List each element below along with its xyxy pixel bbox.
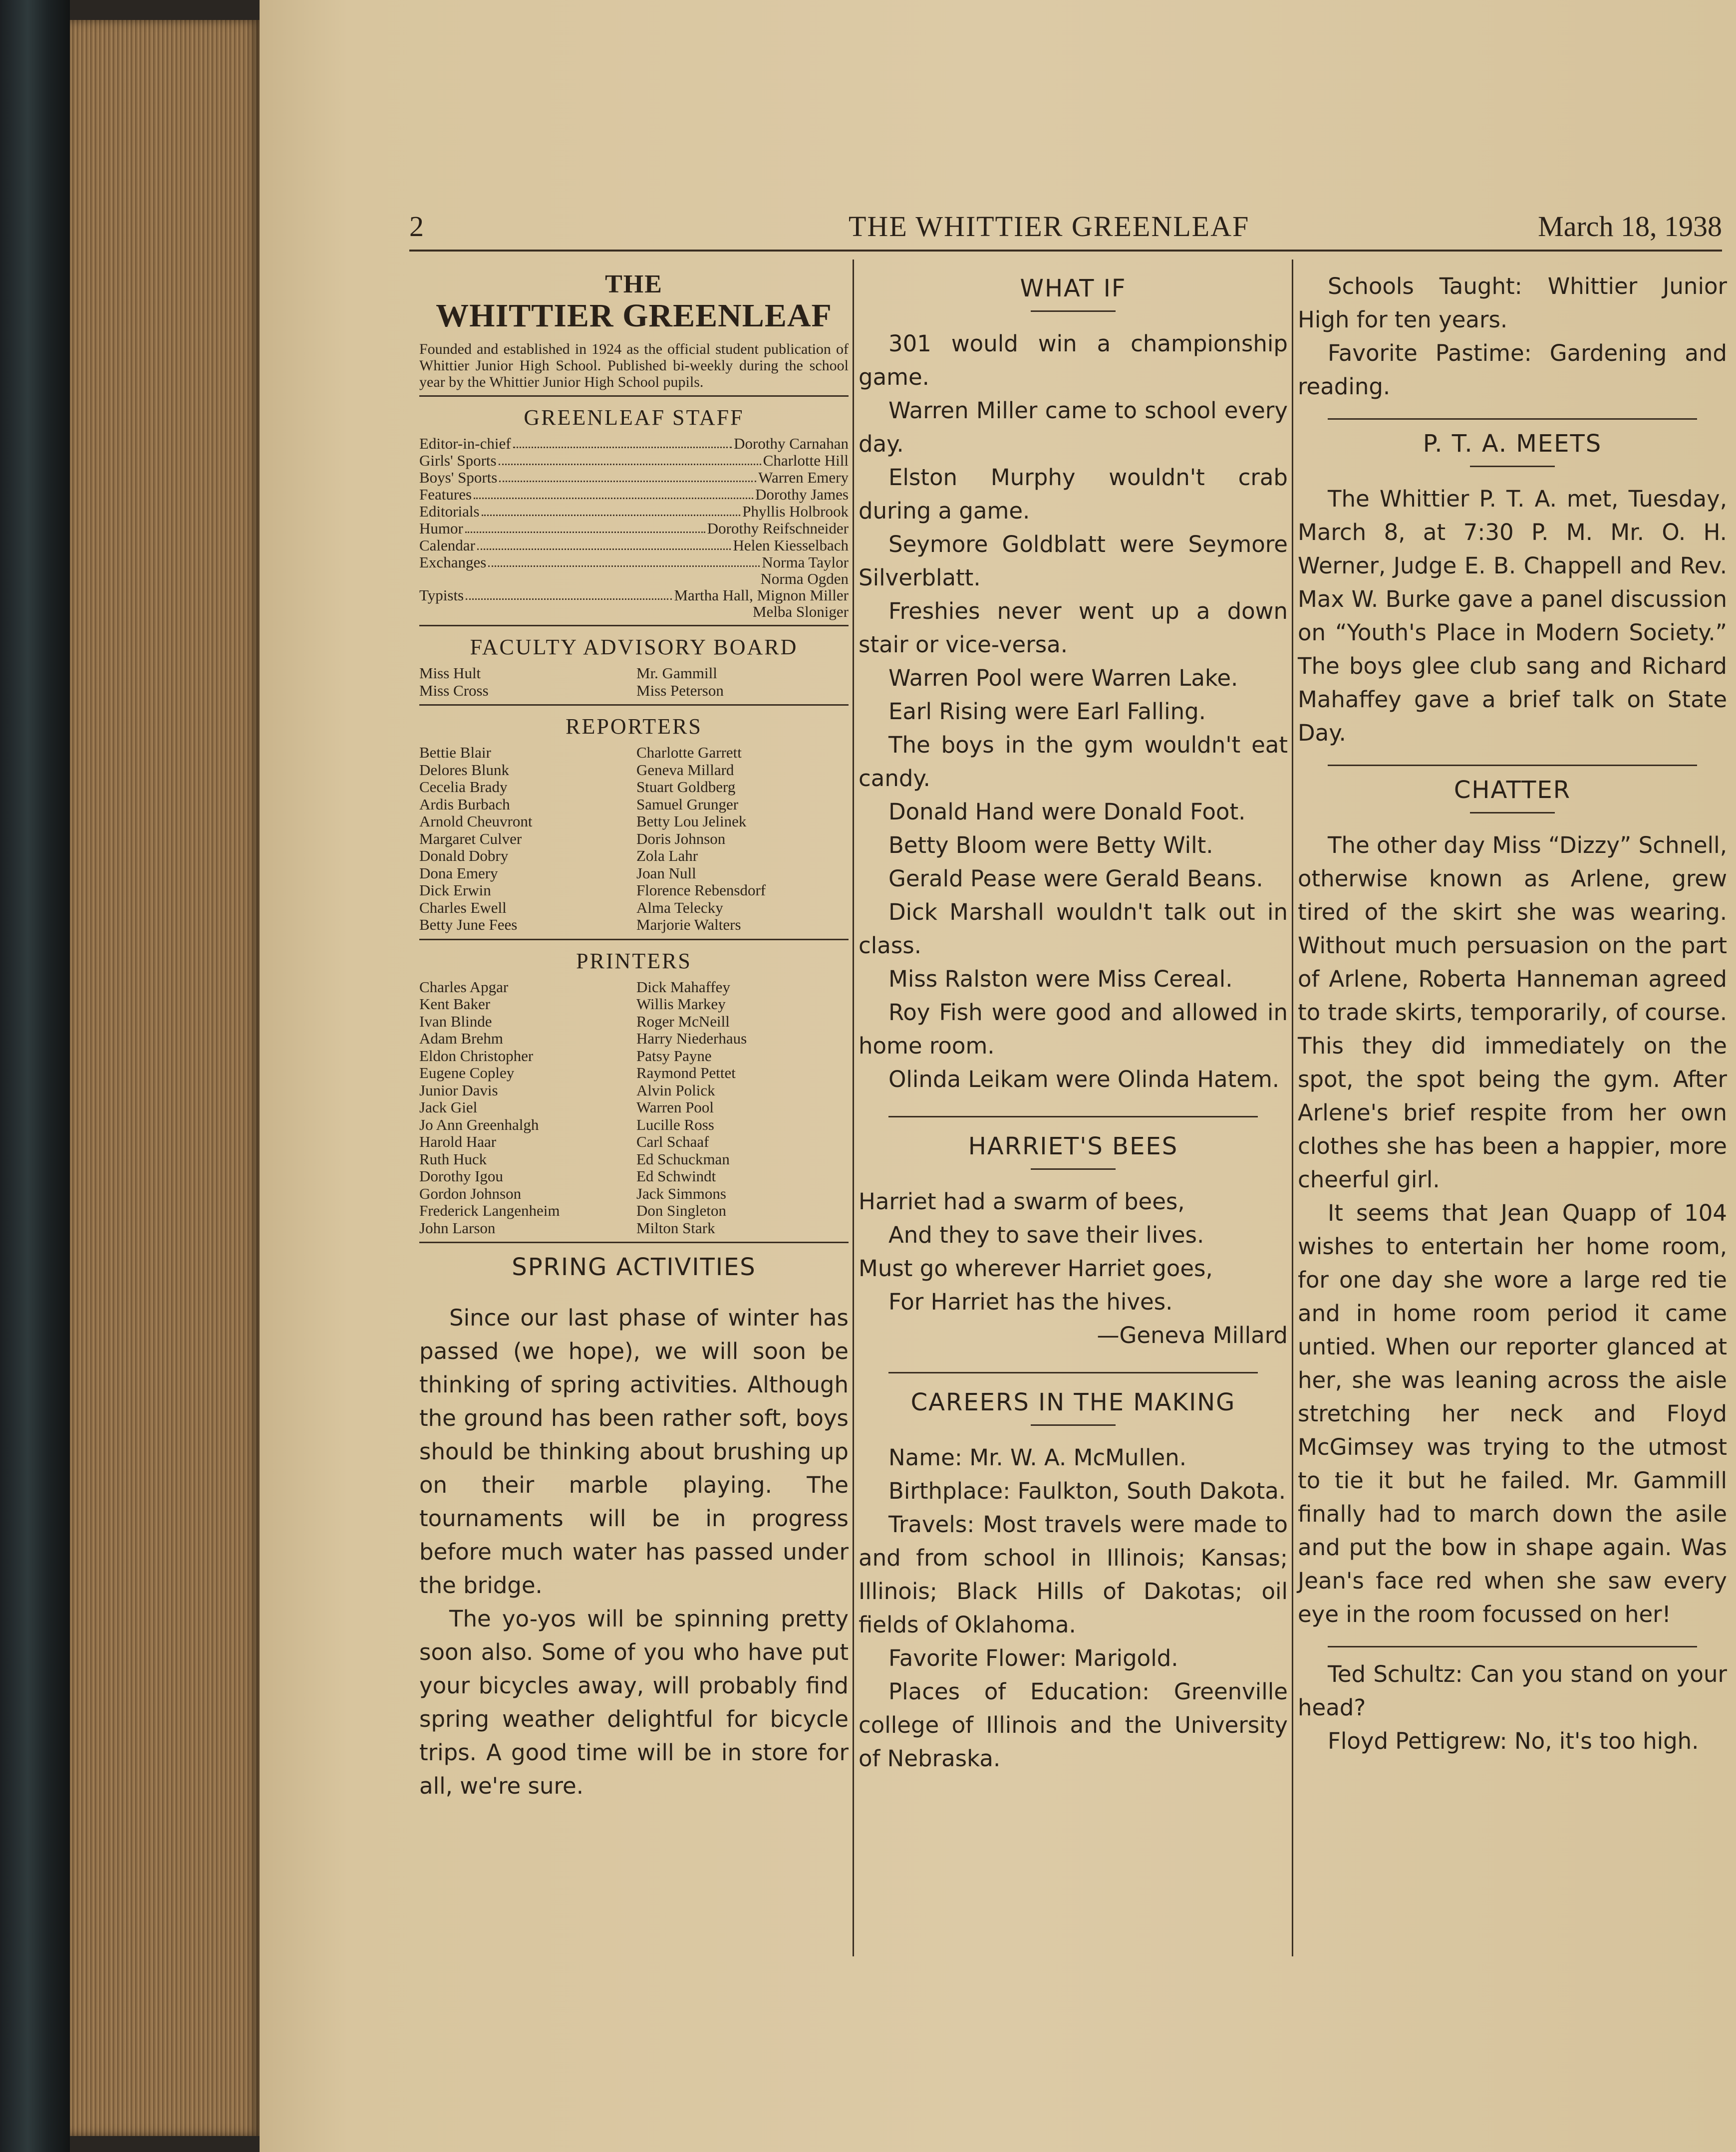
printer-name: Raymond Pettet xyxy=(636,1065,736,1081)
column-rule-2 xyxy=(1292,260,1293,1956)
article-paragraph: 301 would win a championship game. xyxy=(859,330,1288,390)
printer-name: Warren Pool xyxy=(636,1099,714,1116)
staff-row xyxy=(419,520,849,537)
reporter-name: Alma Telecky xyxy=(636,899,723,916)
staff-role: Exchanges xyxy=(419,553,487,571)
faculty-heading: FACULTY ADVISORY BOARD xyxy=(470,635,798,659)
article-paragraph: Seymore Goldblatt were Seymore Silverblatt. xyxy=(859,531,1288,591)
column-right xyxy=(1298,269,1727,1758)
printers-list xyxy=(419,979,849,1237)
printer-name: Patsy Payne xyxy=(636,1047,712,1065)
printer-name: John Larson xyxy=(419,1219,496,1237)
staff-name: Warren Emery xyxy=(758,469,849,486)
careers-heading: CAREERS IN THE MAKING xyxy=(910,1388,1236,1416)
staff-row xyxy=(419,452,849,469)
faculty-name: Miss Peterson xyxy=(636,682,724,699)
article-paragraph: Earl Rising were Earl Falling. xyxy=(888,698,1206,725)
bees-poem xyxy=(859,1185,1288,1352)
staff-name-continued: Melba Sloniger xyxy=(753,603,849,620)
divider xyxy=(1031,1424,1116,1426)
staff-name: Martha Hall, Mignon Miller xyxy=(674,586,849,604)
reporter-name: Dick Erwin xyxy=(419,882,491,899)
what-if-article xyxy=(859,327,1288,1096)
printer-name: Adam Brehm xyxy=(419,1030,503,1047)
article-paragraph: Elston Murphy wouldn't crab during a game. xyxy=(859,464,1288,524)
printer-name: Roger McNeill xyxy=(636,1013,730,1030)
printer-name: Jack Giel xyxy=(419,1099,478,1116)
reporter-name: Donald Dobry xyxy=(419,847,509,864)
article-paragraph: Miss Ralston were Miss Cereal. xyxy=(888,966,1233,992)
printer-name: Junior Davis xyxy=(419,1081,498,1099)
staff-row xyxy=(419,486,849,503)
reporter-name: Cecelia Brady xyxy=(419,779,508,796)
article-paragraph: Birthplace: Faulkton, South Dakota. xyxy=(888,1478,1286,1504)
divider xyxy=(419,704,849,706)
printer-name: Dick Mahaffey xyxy=(636,978,730,996)
printer-name: Don Singleton xyxy=(636,1202,726,1219)
reporter-name: Charlotte Garrett xyxy=(636,744,742,761)
article-paragraph: It seems that Jean Quapp of 104 wishes to entertain her home room, for one day she wore a large red tie and in home room period it came untied. When our reporter glanced at her, she was leaning across the aisle stretching her neck and Floyd McGimsey was trying to the utmost to tie it but he failed. Mr. Gammill finally had to march down the asile and put the bow in shape again. Was Jean's face red when she saw every eye in the room focussed on her! xyxy=(1298,1200,1727,1627)
reporter-name: Ardis Burbach xyxy=(419,796,510,813)
reporter-name: Zola Lahr xyxy=(636,847,698,864)
printer-name: Dorothy Igou xyxy=(419,1168,503,1185)
staff-heading: GREENLEAF STAFF xyxy=(524,405,744,430)
column-left xyxy=(419,269,849,1803)
chatter-heading: CHATTER xyxy=(1453,776,1571,804)
spring-article xyxy=(419,1301,849,1803)
printer-name: Milton Stark xyxy=(636,1219,715,1237)
article-paragraph: Name: Mr. W. A. McMullen. xyxy=(888,1444,1186,1471)
printer-name: Ed Schwindt xyxy=(636,1168,716,1185)
article-paragraph: Floyd Pettigrew: No, it's too high. xyxy=(1328,1728,1699,1754)
reporter-name: Betty Lou Jelinek xyxy=(636,813,747,830)
chatter-article xyxy=(1298,828,1727,1631)
printer-name: Harry Niederhaus xyxy=(636,1030,747,1047)
reporter-name: Betty June Fees xyxy=(419,916,518,933)
reporter-name: Charles Ewell xyxy=(419,899,507,916)
faculty-list xyxy=(419,665,849,699)
poem-line: Must go wherever Harriet goes, xyxy=(859,1255,1213,1282)
page-number: 2 xyxy=(409,210,424,243)
printer-name: Willis Markey xyxy=(636,996,726,1013)
staff-role: Editor-in-chief xyxy=(419,435,511,452)
article-paragraph: Since our last phase of winter has passed (we hope), we will soon be thinking of spring activities. Although the ground has been rather soft, boys should be thinking about brushing up on their marble playing. The tournaments will be in progress before much water has passed under the bridge. xyxy=(419,1305,849,1599)
divider xyxy=(1470,466,1555,467)
staff-name: Dorothy Reifschneider xyxy=(707,520,849,537)
printer-name: Harold Haar xyxy=(419,1133,497,1150)
staff-role: Girls' Sports xyxy=(419,452,497,469)
printer-name: Ivan Blinde xyxy=(419,1013,492,1030)
reporter-name: Arnold Cheuvront xyxy=(419,813,533,830)
divider xyxy=(1031,1168,1116,1170)
article-paragraph: The other day Miss “Dizzy” Schnell, otherwise known as Arlene, grew tired of the skirt she was wearing. Without much persuasion on the part of Arlene, Roberta Hanneman agreed to trade skirts, temporarily, of course. This they did immediately on the spot, the spot being the gym. After Arlene's brief respite from her own clothes she has been a happier, more cheerful girl. xyxy=(1298,832,1727,1193)
poem-line: And they to save their lives. xyxy=(888,1222,1204,1248)
reporters-heading: REPORTERS xyxy=(566,714,702,739)
staff-name: Helen Kiesselbach xyxy=(733,537,849,554)
reporter-name: Marjorie Walters xyxy=(636,916,741,933)
printer-name: Lucille Ross xyxy=(636,1116,714,1133)
staff-role: Features xyxy=(419,486,472,503)
divider xyxy=(419,939,849,940)
reporter-name: Samuel Grunger xyxy=(636,796,739,813)
faculty-name: Mr. Gammill xyxy=(636,665,717,682)
staff-name: Dorothy Carnahan xyxy=(734,435,849,452)
divider xyxy=(419,1242,849,1243)
printer-name: Jack Simmons xyxy=(636,1185,726,1202)
printers-heading: PRINTERS xyxy=(576,948,692,973)
page-edges xyxy=(70,20,260,2136)
faculty-name: Miss Cross xyxy=(419,682,489,699)
pta-article xyxy=(1298,482,1727,750)
header-rule xyxy=(409,250,1722,252)
divider xyxy=(888,1372,1258,1373)
divider xyxy=(1328,765,1697,766)
printer-name: Frederick Langenheim xyxy=(419,1202,560,1219)
staff-row xyxy=(419,554,849,571)
printer-name: Ed Schuckman xyxy=(636,1150,730,1168)
reporter-name: Margaret Culver xyxy=(419,830,522,847)
paper-title: THE WHITTIER GREENLEAF xyxy=(849,210,1250,243)
printer-name: Charles Apgar xyxy=(419,978,509,996)
staff-row xyxy=(419,587,849,604)
article-paragraph: Travels: Most travels were made to and from school in Illinois; Kansas; Illinois; Black Hills of Dakotas; oil fields of Oklahoma. xyxy=(859,1511,1288,1638)
article-paragraph: Warren Miller came to school every day. xyxy=(859,397,1288,457)
poem-author: —Geneva Millard xyxy=(1097,1322,1288,1348)
article-paragraph: Favorite Pastime: Gardening and reading. xyxy=(1298,340,1727,400)
reporter-name: Geneva Millard xyxy=(636,761,734,779)
masthead-description: Founded and established in 1924 as the official student publication of Whittier Junior High School. Published bi-weekly during the school year by the Whittier Junior High School pupils. xyxy=(419,341,849,390)
divider xyxy=(1470,812,1555,813)
printer-name: Gordon Johnson xyxy=(419,1185,522,1202)
reporter-name: Joan Null xyxy=(636,864,696,882)
reporter-name: Dona Emery xyxy=(419,864,498,882)
staff-role: Boys' Sports xyxy=(419,469,498,486)
staff-role: Calendar xyxy=(419,537,475,554)
column-rule-1 xyxy=(853,260,854,1956)
article-paragraph: Donald Hand were Donald Foot. xyxy=(888,799,1246,825)
divider xyxy=(888,1116,1258,1117)
staff-row xyxy=(419,537,849,554)
reporter-name: Delores Blunk xyxy=(419,761,509,779)
article-paragraph: Places of Education: Greenville college of Illinois and the University of Nebraska. xyxy=(859,1678,1288,1772)
reporter-name: Doris Johnson xyxy=(636,830,726,847)
column-middle xyxy=(859,269,1288,1775)
book-spine xyxy=(0,0,70,2152)
printer-name: Eldon Christopher xyxy=(419,1047,534,1065)
staff-name: Phyllis Holbrook xyxy=(742,503,849,520)
article-paragraph: Freshies never went up a down stair or vice-versa. xyxy=(859,598,1288,658)
article-paragraph: The yo-yos will be spinning pretty soon also. Some of you who have put your bicycles away, will probably find spring weather delightful for bicycle trips. A good time will be in store for all, we're sure. xyxy=(419,1606,849,1799)
staff-row xyxy=(419,469,849,486)
divider xyxy=(419,625,849,626)
chatter-joke xyxy=(1298,1657,1727,1758)
divider xyxy=(1031,310,1116,312)
article-paragraph: The boys in the gym wouldn't eat candy. xyxy=(859,732,1288,792)
what-if-heading: WHAT IF xyxy=(1020,274,1127,302)
article-paragraph: Gerald Pease were Gerald Beans. xyxy=(888,865,1263,892)
staff-role: Typists xyxy=(419,586,464,604)
staff-name: Charlotte Hill xyxy=(763,452,849,469)
article-paragraph: Betty Bloom were Betty Wilt. xyxy=(888,832,1213,858)
masthead-name: WHITTIER GREENLEAF xyxy=(436,297,832,334)
staff-row xyxy=(419,503,849,520)
masthead-the: THE xyxy=(605,270,663,298)
faculty-name: Miss Hult xyxy=(419,665,481,682)
staff-row xyxy=(419,435,849,452)
reporter-name: Bettie Blair xyxy=(419,744,491,761)
staff-name: Norma Taylor xyxy=(762,553,849,571)
printer-name: Alvin Polick xyxy=(636,1081,715,1099)
reporter-name: Stuart Goldberg xyxy=(636,779,736,796)
divider xyxy=(1328,1646,1697,1647)
spring-heading: SPRING ACTIVITIES xyxy=(512,1253,756,1281)
printer-name: Carl Schaaf xyxy=(636,1133,709,1150)
divider xyxy=(1328,418,1697,420)
issue-date: March 18, 1938 xyxy=(1538,210,1722,243)
poem-line: Harriet had a swarm of bees, xyxy=(859,1188,1185,1215)
article-paragraph: The Whittier P. T. A. met, Tuesday, March 8, at 7:30 P. M. Mr. O. H. Werner, Judge E. B. Chappell and Rev. Max W. Burke gave a panel discussion on “Youth's Place in Modern Society.” The boys glee club sang and Richard Mahaffey gave a brief talk on State Day. xyxy=(1298,486,1727,746)
article-paragraph: Ted Schultz: Can you stand on your head? xyxy=(1298,1661,1727,1721)
article-paragraph: Dick Marshall wouldn't talk out in class. xyxy=(859,899,1288,959)
staff-role: Editorials xyxy=(419,503,480,520)
careers-continued xyxy=(1298,269,1727,403)
page-header xyxy=(409,210,1722,250)
staff-name: Dorothy James xyxy=(755,486,849,503)
pta-heading: P. T. A. MEETS xyxy=(1423,430,1602,458)
printer-name: Jo Ann Greenhalgh xyxy=(419,1116,539,1133)
reporter-name: Florence Rebensdorf xyxy=(636,882,766,899)
staff-role: Humor xyxy=(419,520,463,537)
printer-name: Ruth Huck xyxy=(419,1150,487,1168)
printer-name: Kent Baker xyxy=(419,996,491,1013)
staff-name-continued: Norma Ogden xyxy=(760,570,849,587)
divider xyxy=(419,395,849,397)
article-paragraph: Warren Pool were Warren Lake. xyxy=(888,665,1238,691)
article-paragraph: Schools Taught: Whittier Junior High for ten years. xyxy=(1298,273,1727,333)
article-paragraph: Roy Fish were good and allowed in home room. xyxy=(859,999,1288,1059)
printer-name: Eugene Copley xyxy=(419,1065,515,1081)
careers-article xyxy=(859,1441,1288,1775)
poem-line: For Harriet has the hives. xyxy=(888,1289,1173,1315)
bees-heading: HARRIET'S BEES xyxy=(968,1132,1178,1160)
staff-list xyxy=(419,435,849,620)
article-paragraph: Favorite Flower: Marigold. xyxy=(888,1645,1178,1671)
reporters-list xyxy=(419,744,849,934)
article-paragraph: Olinda Leikam were Olinda Hatem. xyxy=(888,1066,1280,1092)
